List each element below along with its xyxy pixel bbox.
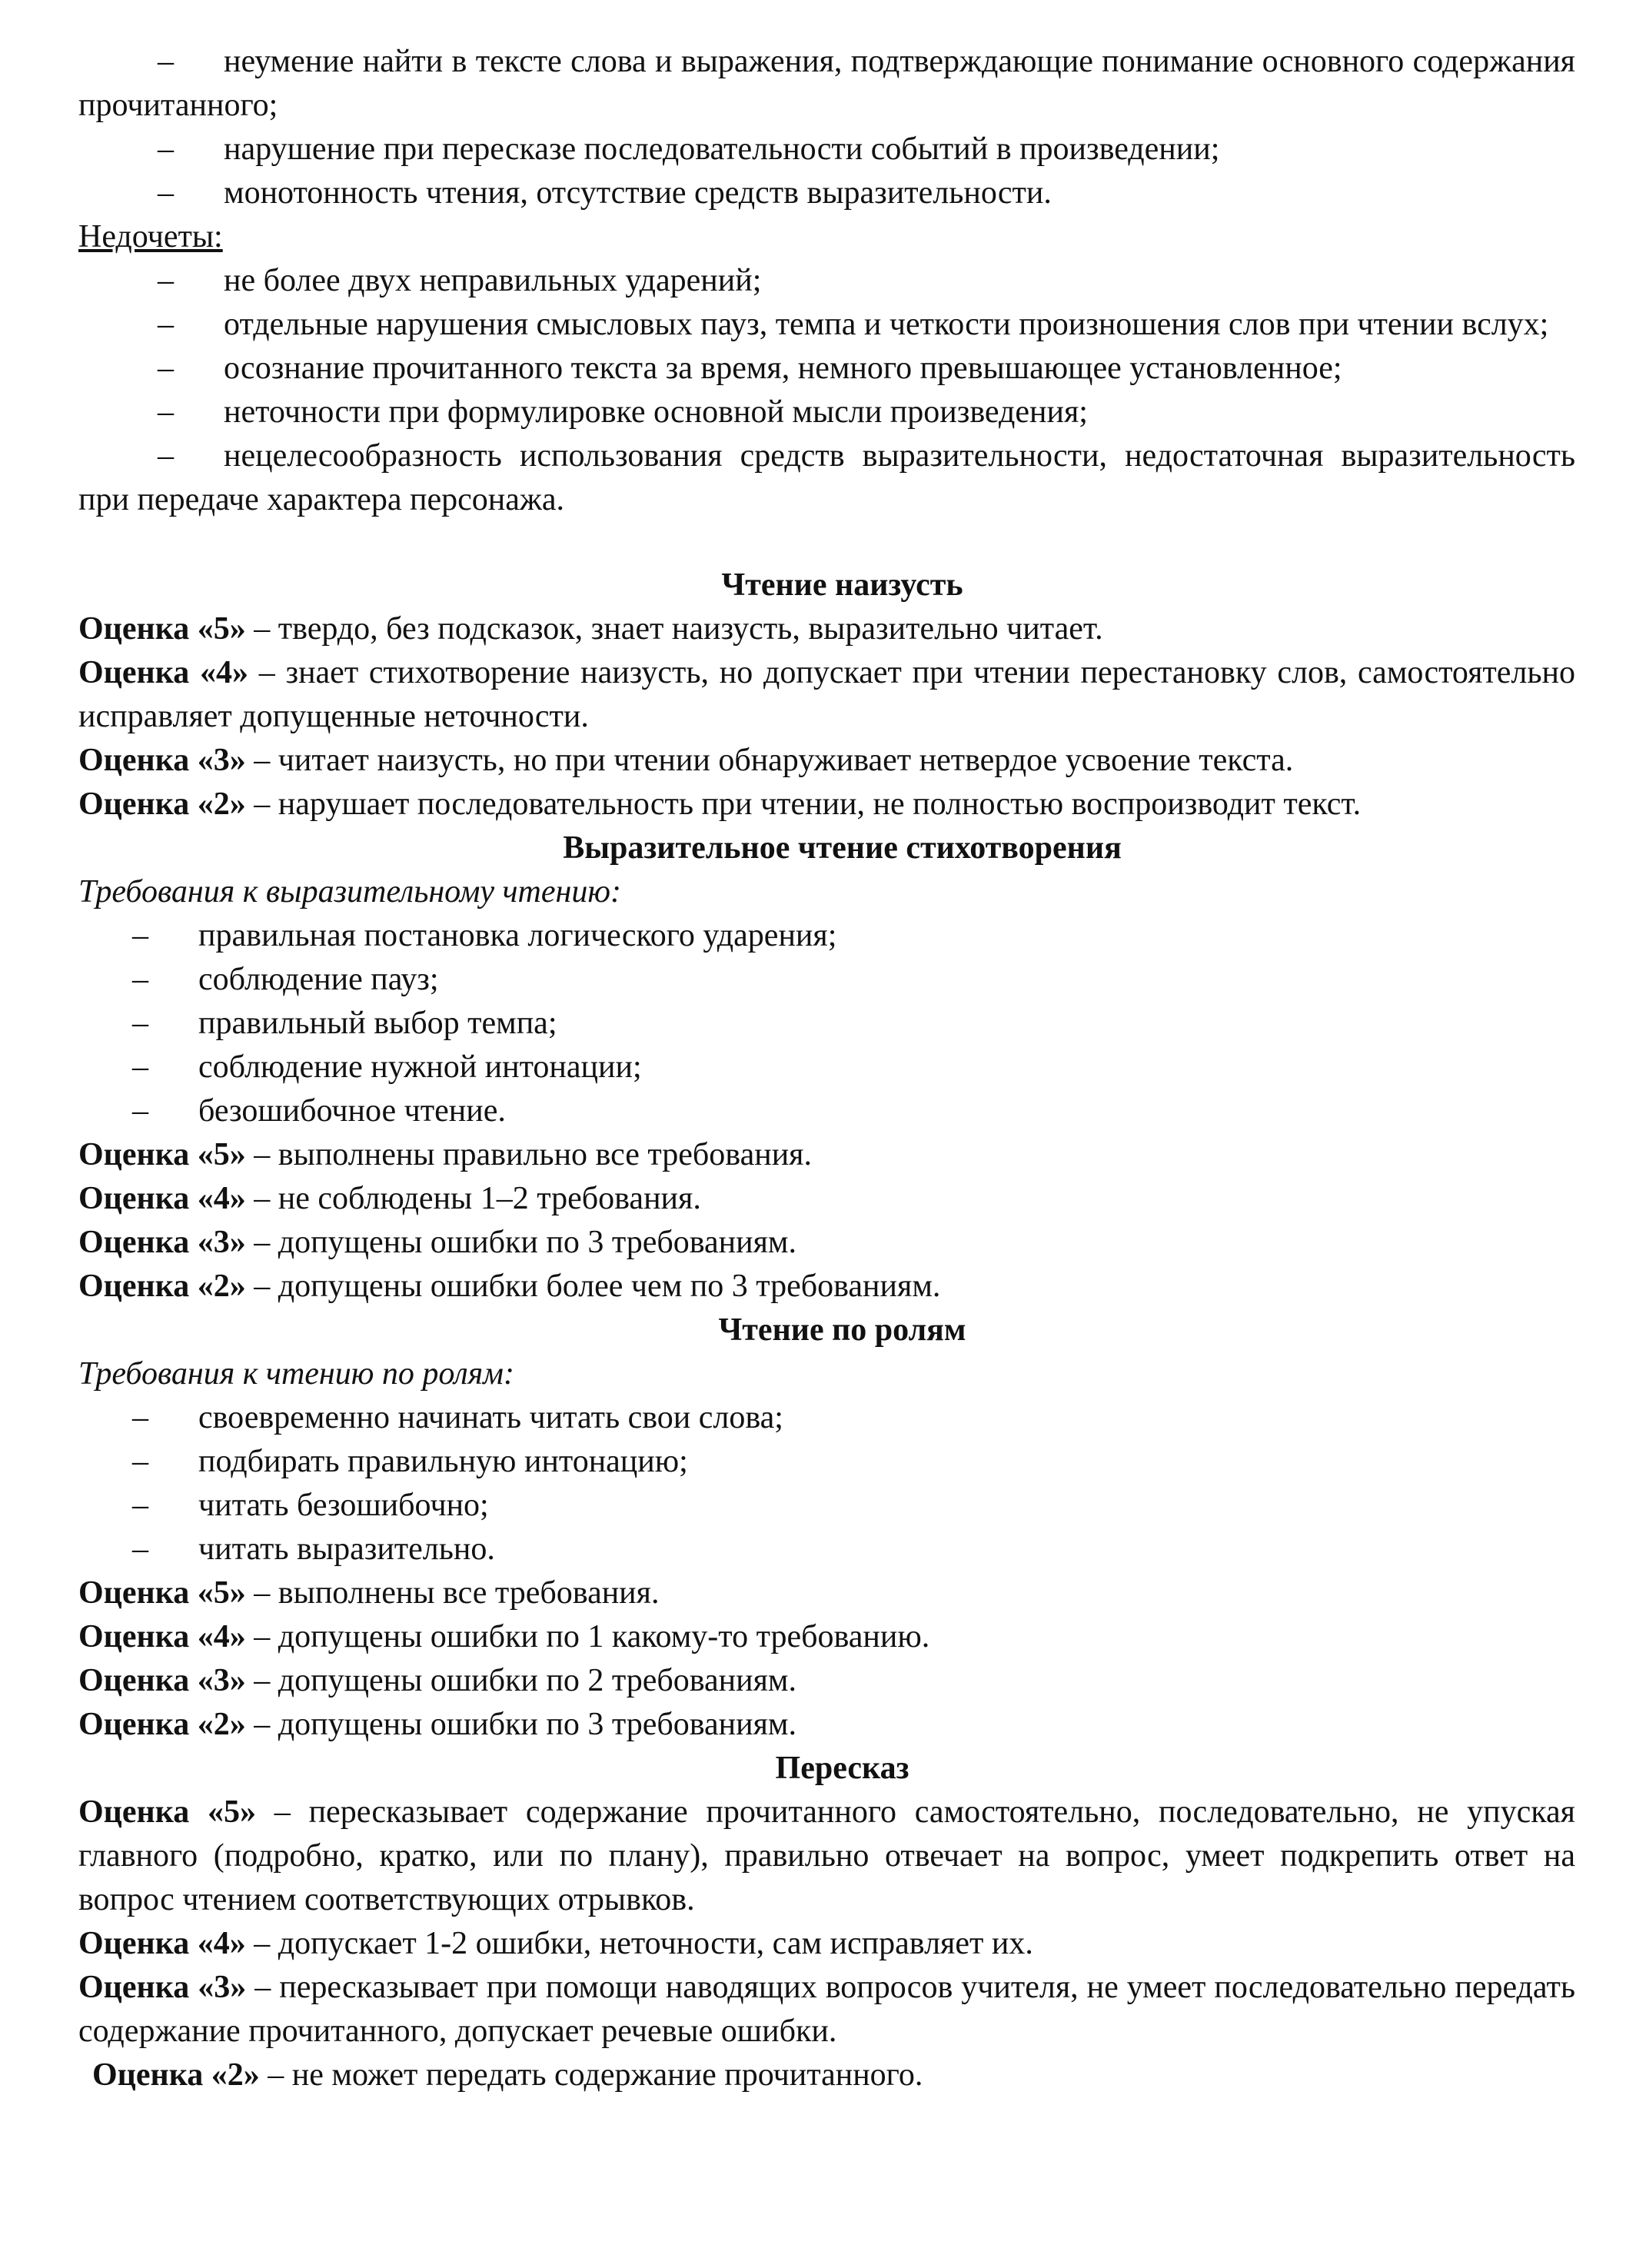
dash: –	[158, 263, 174, 298]
dash: –	[158, 351, 174, 386]
list-item: – отдельные нарушения смысловых пауз, темпа и четкости произношения слов при чтении вслух;	[78, 303, 1575, 347]
spacer	[78, 522, 1575, 564]
dash: –	[132, 1444, 148, 1479]
requirements-list	[78, 914, 1575, 1133]
list-item: – неумение найти в тексте слова и выражения, подтверждающие понимание основного содержания прочитанного;	[78, 40, 1575, 128]
dash: –	[132, 1488, 148, 1523]
list-item: – безошибочное чтение.	[132, 1089, 1575, 1133]
list-item: – осознание прочитанного текста за время, немного превышающее установленное;	[78, 347, 1575, 391]
requirements-list	[78, 1396, 1575, 1571]
grades-roles	[78, 1571, 1575, 1747]
list-item: – подбирать правильную интонацию;	[132, 1440, 1575, 1484]
grade-row: Оценка «4» – не соблюдены 1–2 требования.	[78, 1181, 701, 1216]
grade-row: Оценка «4» – допускает 1-2 ошибки, неточности, сам исправляет их.	[78, 1926, 1033, 1961]
list-item: – соблюдение пауз;	[132, 958, 1575, 1002]
list-item: – соблюдение нужной интонации;	[132, 1046, 1575, 1089]
grade-row: Оценка «3» – допущены ошибки по 2 требованиям.	[78, 1663, 796, 1698]
list-item: – нецелесообразность использования средств выразительности, недостаточная выразительность при передаче характера персонажа.	[78, 434, 1575, 522]
list-item: – правильный выбор темпа;	[132, 1002, 1575, 1046]
grades-by-heart	[78, 607, 1575, 826]
section-heading-expressive: Выразительное чтение стихотворения	[563, 830, 1122, 866]
section-heading-by-heart: Чтение наизусть	[721, 567, 963, 603]
grades-expressive	[78, 1133, 1575, 1309]
list-item: – читать выразительно.	[132, 1528, 1575, 1571]
requirements-label: Требования к чтению по ролям:	[78, 1356, 514, 1392]
grade-row: Оценка «5» – твердо, без подсказок, знает наизусть, выразительно читает.	[78, 611, 1103, 647]
grade-row: Оценка «2» – допущены ошибки по 3 требованиям.	[78, 1707, 796, 1742]
shortcomings-label: Недочеты:	[78, 219, 223, 254]
list-item: – не более двух неправильных ударений;	[78, 259, 1575, 303]
dash: –	[132, 1400, 148, 1435]
dash: –	[158, 307, 174, 342]
grade-row: Оценка «3» – читает наизусть, но при чтении обнаруживает нетвердое усвоение текста.	[78, 743, 1294, 778]
grade-row: Оценка «5» – выполнены все требования.	[78, 1575, 660, 1611]
dash: –	[132, 918, 148, 953]
grade-row: Оценка «2» – не может передать содержание прочитанного.	[92, 2057, 923, 2093]
dash: –	[158, 438, 174, 474]
list-item: – своевременно начинать читать свои слова;	[132, 1396, 1575, 1440]
grade-row: Оценка «4» – допущены ошибки по 1 какому-то требованию.	[78, 1619, 930, 1654]
dash: –	[132, 962, 148, 997]
grades-retelling	[78, 1791, 1575, 2097]
list-item: – читать безошибочно;	[132, 1484, 1575, 1528]
grade-row: Оценка «5» – пересказывает содержание прочитанного самостоятельно, последовательно, не упуская главного (подробно, кратко, или по плану), правильно отвечает на вопрос, умеет подкрепить ответ на вопрос чтением соответствующих отрывков.	[78, 1794, 1576, 1917]
grade-row: Оценка «3» – пересказывает при помощи наводящих вопросов учителя, не умеет последовательно передать содержание прочитанного, допускает речевые ошибки.	[78, 1970, 1575, 2049]
grade-row: Оценка «2» – допущены ошибки более чем по 3 требованиям.	[78, 1269, 941, 1304]
dash: –	[132, 1531, 148, 1567]
section-heading-roles: Чтение по ролям	[718, 1312, 966, 1348]
dash: –	[158, 131, 174, 167]
list-item: – неточности при формулировке основной мысли произведения;	[78, 391, 1575, 434]
shortcomings-list	[78, 259, 1575, 522]
dash: –	[158, 175, 174, 211]
list-item: – нарушение при пересказе последовательности событий в произведении;	[78, 128, 1575, 171]
dash: –	[158, 44, 174, 79]
grade-row: Оценка «3» – допущены ошибки по 3 требованиям.	[78, 1225, 796, 1260]
list-item: – правильная постановка логического ударения;	[132, 914, 1575, 958]
dash: –	[132, 1006, 148, 1041]
dash: –	[158, 394, 174, 430]
requirements-label: Требования к выразительному чтению:	[78, 874, 621, 910]
grade-row: Оценка «4» – знает стихотворение наизусть, но допускает при чтении перестановку слов, самостоятельно исправляет допущенные неточности.	[78, 655, 1575, 734]
dash: –	[132, 1093, 148, 1129]
grade-row: Оценка «2» – нарушает последовательность при чтении, не полностью воспроизводит текст.	[78, 786, 1362, 822]
grade-row: Оценка «5» – выполнены правильно все требования.	[78, 1137, 812, 1172]
dash: –	[132, 1049, 148, 1085]
list-item: – монотонность чтения, отсутствие средств выразительности.	[78, 171, 1575, 215]
intro-list	[78, 40, 1575, 215]
section-heading-retelling: Пересказ	[775, 1751, 909, 1786]
